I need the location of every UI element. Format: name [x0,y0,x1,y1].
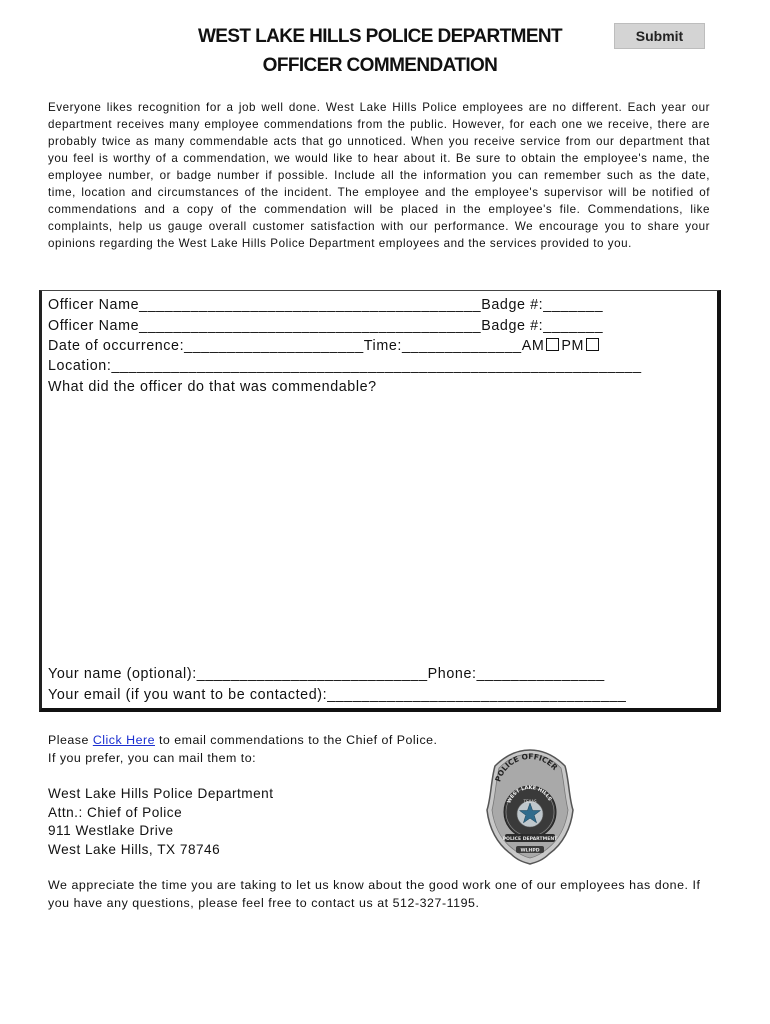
location-field[interactable]: ______________________________________________________________ [111,358,642,374]
officer-1-label: Officer Name [48,297,140,313]
badge-2-label: Badge #: [481,318,544,334]
submit-button[interactable]: Submit [614,23,705,49]
location-label: Location: [48,358,112,374]
officer-2-label: Officer Name [48,318,140,334]
please-text: Please [48,733,89,747]
officer-2-name-field[interactable]: ________________________________________ [139,318,482,334]
officer-1-row [48,297,603,313]
commendable-question: What did the officer do that was commendable? [48,379,377,395]
address-line-3: 911 Westlake Drive [48,823,174,838]
your-name-row [48,666,605,682]
badge-1-label: Badge #: [481,297,544,313]
mail-instruction: If you prefer, you can mail them to: [48,751,257,765]
your-email-row [48,687,626,703]
time-field[interactable]: ______________ [401,338,522,354]
email-instruction [48,733,437,747]
form-title: OFFICER COMMENDATION [262,55,498,76]
address-line-2: Attn.: Chief of Police [48,805,183,820]
date-time-row [48,338,601,354]
address-line-4: West Lake Hills, TX 78746 [48,842,221,857]
your-name-label: Your name (optional): [48,666,197,682]
time-label: Time: [363,338,402,354]
am-checkbox[interactable] [546,338,559,351]
pm-label: PM [561,338,584,354]
police-badge-image [485,748,575,866]
pm-checkbox[interactable] [586,338,599,351]
address-line-1: West Lake Hills Police Department [48,786,274,801]
commendation-details-textarea[interactable] [46,402,710,657]
closing-paragraph: We appreciate the time you are taking to let us know about the good work one of our employees has done. If you have any questions, please feel free to contact us at 512-327-1195. [48,878,701,910]
police-badge-icon [485,748,575,866]
intro-paragraph: Everyone likes recognition for a job well done. West Lake Hills Police employees are no different. Each year our department receives many employee commendations from the public. However, for each one we receive, there are probably twice as many commendable acts that go unnoticed. When you receive service from our department that you feel is worthy of a commendation, we would like to hear about it. Be sure to obtain the employee's name, the employee number, or badge number if possible. Include all the information you can remember such as the date, time, location and circumstances of the incident. The employee and the employee's supervisor will be notified of commendations and a copy of the commendation will be placed in the employee's file. Commendations, like complaints, help us gauge overall customer satisfaction with our performance. We encourage you to share your opinions regarding the West Lake Hills Police Department employees and the services provided to you. [48,101,710,250]
phone-field[interactable]: _______________ [476,666,605,682]
badge-state-text: TEXAS [523,799,537,804]
badge-bottom-text: POLICE DEPARTMENT [502,837,558,842]
am-label: AM [521,338,545,354]
email-instruction-text: to email commendations to the Chief of Police. [158,733,438,747]
phone-label: Phone: [427,666,477,682]
your-name-field[interactable]: ___________________________ [196,666,428,682]
badge-plate-text: WLHPD [520,848,540,854]
badge-2-field[interactable]: _______ [543,318,604,334]
badge-ring-text: WEST LAKE HILLS [506,784,553,805]
badge-1-field[interactable]: _______ [543,297,604,313]
officer-2-row [48,318,603,334]
badge-top-text: POLICE OFFICER [493,751,560,783]
date-label: Date of occurrence: [48,338,185,354]
department-title: WEST LAKE HILLS POLICE DEPARTMENT [197,26,563,47]
officer-1-name-field[interactable]: ________________________________________ [139,297,482,313]
email-field[interactable]: ___________________________________ [327,687,627,703]
date-field[interactable]: _____________________ [184,338,364,354]
email-label: Your email (if you want to be contacted): [48,687,328,703]
click-here-link[interactable]: Click Here [92,733,155,747]
location-row [48,358,642,374]
